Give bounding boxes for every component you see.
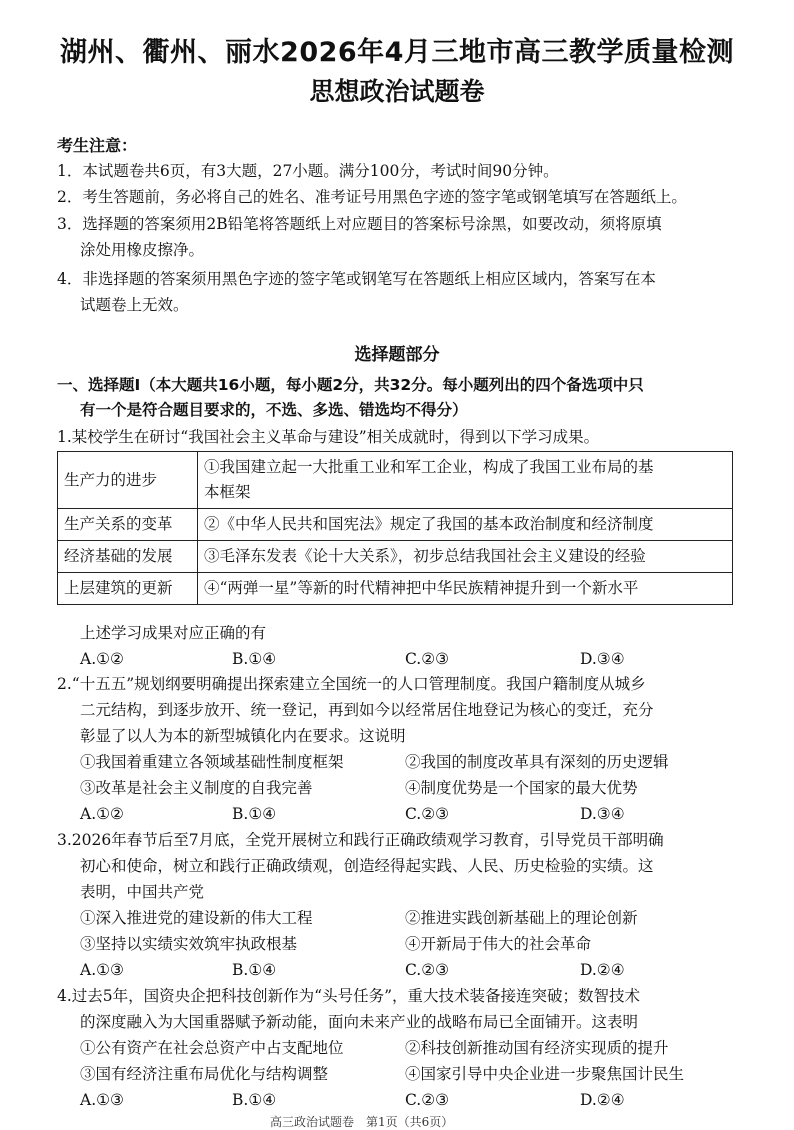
- part1-instruction-1: 一、选择题Ⅰ（本大题共16小题，每小题2分，共32分。每小题列出的四个备选项中只: [57, 376, 644, 394]
- q2-option-a: A.①②: [80, 805, 124, 823]
- q1-option-a: A.①②: [80, 650, 124, 668]
- q2-choice-3: ③改革是社会主义制度的自我完善: [80, 779, 313, 797]
- q3-option-a: A.①③: [80, 961, 124, 979]
- table-cell: ④“两弹一星”等新的时代精神把中华民族精神提升到一个新水平: [198, 573, 733, 605]
- notice-item-1: 1．本试题卷共6页，有3大题，27小题。满分100分，考试时间90分钟。: [57, 162, 559, 180]
- q1-table: [57, 451, 733, 605]
- table-cell: 生产关系的变革: [58, 509, 198, 541]
- table-cell: 上层建筑的更新: [58, 573, 198, 605]
- notice-item-3-cont: 涂处用橡皮擦净。: [80, 241, 205, 259]
- q2-option-c: C.②③: [405, 805, 450, 823]
- q2-stem-line-3: 彰显了以人为本的新型城镇化内在要求。这说明: [80, 727, 406, 745]
- q4-option-a: A.①③: [80, 1091, 124, 1109]
- q3-choice-3: ③坚持以实绩实效筑牢执政根基: [80, 935, 298, 953]
- q4-choice-4: ④国家引导中央企业进一步聚焦国计民生: [405, 1065, 685, 1083]
- q4-choice-1: ①公有资产在社会总资产中占支配地位: [80, 1039, 344, 1057]
- q3-option-b: B.①④: [232, 961, 277, 979]
- cell-line: 本框架: [204, 483, 251, 501]
- q4-option-d: D.②④: [580, 1091, 625, 1109]
- q3-stem-line-2: 初心和使命，树立和践行正确政绩观，创造经得起实践、人民、历史检验的实绩。这: [80, 857, 654, 875]
- q2-choice-2: ②我国的制度改革具有深刻的历史逻辑: [405, 753, 669, 771]
- table-row: [58, 509, 733, 541]
- q1-option-d: D.③④: [580, 650, 625, 668]
- exam-subtitle: 思想政治试题卷: [309, 77, 485, 106]
- q2-option-b: B.①④: [232, 805, 277, 823]
- notice-item-2: 2．考生答题前，务必将自己的姓名、准考证号用黑色字迹的签字笔或钢笔填写在答题纸上。: [57, 188, 687, 206]
- q4-choice-2: ②科技创新推动国有经济实现质的提升: [405, 1039, 669, 1057]
- page-footer: 高三政治试题卷 第1页（共6页）: [270, 1115, 454, 1129]
- notice-heading: 考生注意：: [57, 136, 138, 155]
- table-cell: [198, 452, 733, 509]
- q3-stem-line-1: 3.2026年春节后至7月底，全党开展树立和践行正确政绩观学习教育，引导党员干部明确: [57, 831, 664, 849]
- exam-title: 湖州、衢州、丽水2026年4月三地市高三教学质量检测: [60, 37, 734, 68]
- table-cell: 生产力的进步: [58, 452, 198, 509]
- cell-line: ①我国建立起一大批重工业和军工企业，构成了我国工业布局的基: [204, 458, 654, 476]
- table-row: [58, 573, 733, 605]
- q2-stem-line-2: 二元结构，到逐步放开、统一登记，再到如今以经常居住地登记为核心的变迁，充分: [80, 701, 654, 719]
- q3-choice-2: ②推进实践创新基础上的理论创新: [405, 909, 638, 927]
- q4-stem-line-2: 的深度融入为大国重器赋予新动能，面向未来产业的战略布局已全面铺开。这表明: [80, 1013, 639, 1031]
- table-row: [58, 452, 733, 509]
- table-cell: ②《中华人民共和国宪法》规定了我国的基本政治制度和经济制度: [198, 509, 733, 541]
- q3-choice-4: ④开新局于伟大的社会革命: [405, 935, 592, 953]
- q1-option-b: B.①④: [232, 650, 277, 668]
- q1-ask: 上述学习成果对应正确的有: [80, 624, 267, 642]
- section-title: 选择题部分: [354, 345, 440, 365]
- notice-item-4: 4．非选择题的答案须用黑色字迹的签字笔或钢笔写在答题纸上相应区域内，答案写在本: [57, 270, 656, 288]
- part1-instruction-2: 有一个是符合题目要求的，不选、多选、错选均不得分）: [80, 401, 468, 419]
- q4-choice-3: ③国有经济注重布局优化与结构调整: [80, 1065, 329, 1083]
- table-row: [58, 541, 733, 573]
- q4-option-c: C.②③: [405, 1091, 450, 1109]
- q1-stem: 1.某校学生在研讨“我国社会主义革命与建设”相关成就时，得到以下学习成果。: [57, 428, 600, 446]
- q3-stem-line-3: 表明，中国共产党: [80, 883, 205, 901]
- q4-stem-line-1: 4.过去5年，国资央企把科技创新作为“头号任务”，重大技术装备接连突破；数智技术: [57, 987, 641, 1005]
- q2-stem-line-1: 2.“十五五”规划纲要明确提出探索建立全国统一的人口管理制度。我国户籍制度从城乡: [57, 675, 646, 693]
- notice-item-4-cont: 试题卷上无效。: [80, 296, 189, 314]
- notice-item-3: 3．选择题的答案须用2B铅笔将答题纸上对应题目的答案标号涂黑，如要改动，须将原填: [57, 215, 662, 233]
- q4-option-b: B.①④: [232, 1091, 277, 1109]
- q2-choice-4: ④制度优势是一个国家的最大优势: [405, 779, 638, 797]
- q2-choice-1: ①我国着重建立各领域基础性制度框架: [80, 753, 344, 771]
- q1-option-c: C.②③: [405, 650, 450, 668]
- table-cell: 经济基础的发展: [58, 541, 198, 573]
- table-cell: ③毛泽东发表《论十大关系》，初步总结我国社会主义建设的经验: [198, 541, 733, 573]
- q3-option-d: D.②④: [580, 961, 625, 979]
- q3-choice-1: ①深入推进党的建设新的伟大工程: [80, 909, 313, 927]
- q3-option-c: C.②③: [405, 961, 450, 979]
- q2-option-d: D.③④: [580, 805, 625, 823]
